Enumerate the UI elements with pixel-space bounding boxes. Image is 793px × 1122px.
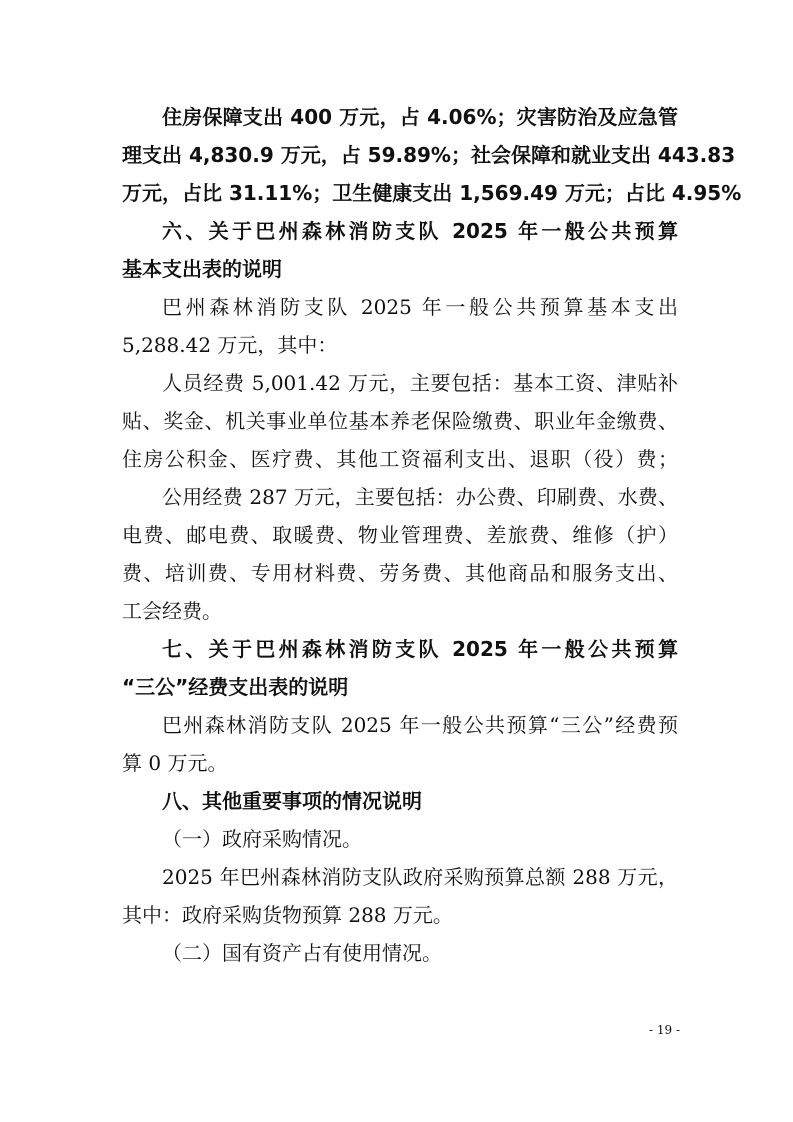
section8-heading: 八、其他重要事项的情况说明 [162, 789, 422, 813]
section6-para3-line-1: 公用经费 287 万元，主要包括：办公费、印刷费、水费、 [162, 485, 678, 509]
intro-line-2: 理支出 4,830.9 万元，占 59.89%；社会保障和就业支出 443.83 [122, 143, 736, 167]
section6-para2-line-2: 贴、奖金、机关事业单位基本养老保险缴费、职业年金缴费、 [122, 409, 678, 433]
section6-para2-line-1: 人员经费 5,001.42 万元，主要包括：基本工资、津贴补 [162, 371, 678, 395]
section7-para1-line-2: 算 0 万元。 [122, 751, 228, 775]
section7-heading-line-1: 七、关于巴州森林消防支队 2025 年一般公共预算 [162, 637, 678, 661]
section6-para3-line-3: 费、培训费、专用材料费、劳务费、其他商品和服务支出、 [122, 561, 678, 585]
section6-para1-line-1: 巴州森林消防支队 2025 年一般公共预算基本支出 [162, 295, 678, 319]
section8-subheading-2: （二）国有资产占有使用情况。 [162, 941, 442, 965]
section8-para1-line-2: 其中：政府采购货物预算 288 万元。 [122, 903, 453, 927]
intro-line-3: 万元，占比 31.11%；卫生健康支出 1,569.49 万元；占比 4.95% [122, 181, 742, 205]
section8-subheading-1: （一）政府采购情况。 [162, 827, 362, 851]
section8-para1-line-1: 2025 年巴州森林消防支队政府采购预算总额 288 万元， [162, 865, 678, 889]
section6-heading-line-2: 基本支出表的说明 [122, 257, 282, 281]
section6-para2-line-3: 住房公积金、医疗费、其他工资福利支出、退职（役）费； [122, 447, 678, 471]
section6-para1-line-2: 5,288.42 万元，其中： [122, 333, 338, 357]
section6-heading-line-1: 六、关于巴州森林消防支队 2025 年一般公共预算 [162, 219, 678, 243]
section7-heading-line-2: “三公”经费支出表的说明 [122, 675, 349, 699]
page-number: - 19 - [648, 1023, 680, 1037]
section6-para3-line-2: 电费、邮电费、取暖费、物业管理费、差旅费、维修（护） [122, 523, 678, 547]
section6-para3-line-4: 工会经费。 [122, 599, 222, 623]
section7-para1-line-1: 巴州森林消防支队 2025 年一般公共预算“三公”经费预 [162, 713, 678, 737]
intro-line-1: 住房保障支出 400 万元，占 4.06%；灾害防治及应急管 [162, 105, 678, 129]
